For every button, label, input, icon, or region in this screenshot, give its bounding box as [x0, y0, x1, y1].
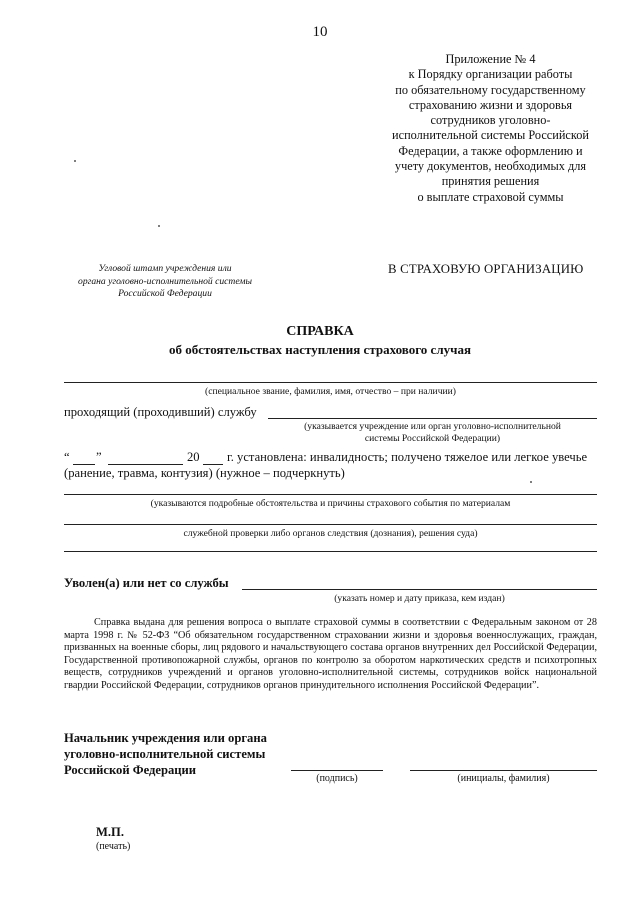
established-text: г. установлена: инвалидность; получено тяжелое или легкое увечье: [227, 450, 588, 464]
date-year-prefix: 20: [187, 450, 200, 464]
service-caption: [268, 421, 597, 445]
stamp-line: Российской Федерации: [118, 288, 212, 299]
injury-text: (ранение, травма, контузия) (нужное – подчеркнуть): [64, 466, 345, 480]
appendix-line: по обязательному государственному: [395, 82, 586, 97]
seal-label: М.П.: [96, 825, 124, 839]
circumstances-line-3[interactable]: [64, 551, 597, 552]
date-quote-open: “: [64, 450, 70, 464]
appendix-line: Федерации, а также оформлению и: [398, 143, 583, 158]
investigation-caption: служебной проверки либо органов следствия (дознания), решения суда): [183, 528, 478, 539]
appendix-line: исполнительной системы Российской: [392, 128, 589, 143]
legal-basis-paragraph: [64, 617, 597, 693]
appendix-line: сотрудников уголовно-: [430, 113, 551, 128]
head-title: [64, 730, 267, 778]
service-caption-line: системы Российской Федерации): [364, 433, 501, 444]
circumstances-line-2[interactable]: [64, 524, 597, 525]
name-field-line[interactable]: [64, 382, 597, 383]
head-title-line: Начальник учреждения или органа: [64, 731, 267, 745]
order-caption: (указать номер и дату приказа, кем издан): [334, 593, 505, 604]
scan-speck: [74, 160, 76, 162]
document-subtitle: об обстоятельствах наступления страхового случая: [169, 342, 471, 357]
circumstances-caption: (указываются подробные обстоятельства и причины страхового события по материалам: [150, 498, 511, 509]
appendix-line: Приложение № 4: [445, 52, 536, 66]
head-title-line: уголовно-исполнительной системы: [64, 747, 266, 761]
circumstances-line-1[interactable]: [64, 494, 597, 495]
appendix-line: страхованию жизни и здоровья: [408, 97, 573, 112]
appendix-line: о выплате страховой суммы: [417, 189, 564, 204]
date-day-line[interactable]: [73, 464, 95, 465]
stamp-line: органа уголовно-исполнительной системы: [78, 275, 252, 287]
appendix-line: учету документов, необходимых для: [394, 159, 587, 174]
dismissed-label: Уволен(а) или нет со службы: [64, 576, 229, 590]
head-title-line: Российской Федерации: [64, 763, 197, 777]
scan-speck: [530, 481, 532, 483]
corner-stamp-placeholder: [60, 263, 270, 301]
legal-basis-text: Справка выдана для решения вопроса о выплате страховой суммы в соответствии с Федеральным законом от 28 марта 1998 г. № 52-ФЗ “Об обязательном государственном страховании жизни и здоровья военнослужащих, граждан, призванных на военные сборы, лиц рядового и начальствующего состава органов внутренних дел Российской Федерации, Государственной противопожарной службы, органов по контролю за оборотом наркотических средств и психотропных веществ, сотрудников учреждений и органов уголовно-исполнительной системы, сотрудников войск национальной гвардии Российской Федерации, сотрудников органов принудительного исполнения Российской Федерации”.: [64, 617, 597, 691]
stamp-line: Угловой штамп учреждения или: [98, 263, 232, 274]
document-title: СПРАВКА: [286, 324, 354, 339]
seal-caption: (печать): [96, 841, 131, 852]
signature-line[interactable]: [291, 770, 383, 771]
signature-caption: (подпись): [316, 773, 358, 784]
initials-line[interactable]: [410, 770, 597, 771]
initials-caption: (инициалы, фамилия): [457, 773, 550, 784]
service-field-line[interactable]: [268, 418, 597, 419]
addressee: В СТРАХОВУЮ ОРГАНИЗАЦИЮ: [388, 262, 584, 276]
service-caption-line: (указывается учреждение или орган уголовно-исполнительной: [304, 421, 561, 432]
appendix-block: [368, 52, 613, 205]
date-month-line[interactable]: [108, 464, 183, 465]
dismissed-field-line[interactable]: [242, 589, 597, 590]
scan-speck: [158, 225, 160, 227]
name-field-caption: (специальное звание, фамилия, имя, отчество – при наличии): [205, 386, 456, 397]
appendix-line: принятия решения: [441, 174, 540, 189]
date-quote-close: ”: [96, 450, 102, 464]
service-label: проходящий (проходивший) службу: [64, 405, 257, 419]
date-year-line[interactable]: [203, 464, 223, 465]
appendix-line: к Порядку организации работы: [408, 67, 573, 82]
page-number: 10: [312, 24, 328, 40]
